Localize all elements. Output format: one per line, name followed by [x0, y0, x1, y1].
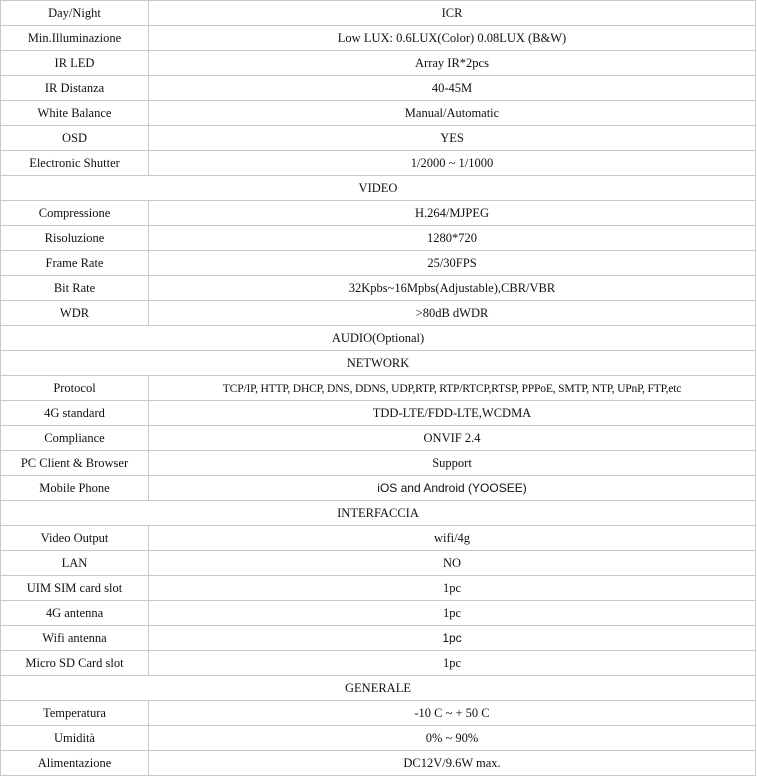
table-row [1, 226, 756, 251]
row-label: Day/Night [1, 1, 149, 26]
section-header-interfaccia: INTERFACCIA [1, 501, 756, 526]
row-value: ICR [149, 1, 756, 26]
row-value: Support [149, 451, 756, 476]
row-value: iOS and Android (YOOSEE) [149, 476, 756, 501]
row-value: H.264/MJPEG [149, 201, 756, 226]
table-row [1, 651, 756, 676]
row-label: Bit Rate [1, 276, 149, 301]
row-value: Array IR*2pcs [149, 51, 756, 76]
row-label: IR LED [1, 51, 149, 76]
row-label: Frame Rate [1, 251, 149, 276]
row-value: Manual/Automatic [149, 101, 756, 126]
table-row [1, 201, 756, 226]
table-row [1, 151, 756, 176]
row-label: WDR [1, 301, 149, 326]
row-value: Low LUX: 0.6LUX(Color) 0.08LUX (B&W) [149, 26, 756, 51]
table-row [1, 726, 756, 751]
row-label: Min.Illuminazione [1, 26, 149, 51]
table-row [1, 476, 756, 501]
section-row [1, 326, 756, 351]
row-value: 40-45M [149, 76, 756, 101]
table-row [1, 51, 756, 76]
table-row [1, 26, 756, 51]
section-row [1, 176, 756, 201]
row-value: 1pc [149, 651, 756, 676]
row-label: White Balance [1, 101, 149, 126]
row-value: 0% ~ 90% [149, 726, 756, 751]
table-row [1, 426, 756, 451]
row-label: Video Output [1, 526, 149, 551]
row-label: Mobile Phone [1, 476, 149, 501]
section-row [1, 351, 756, 376]
row-value: 1pc [149, 576, 756, 601]
row-label: Risoluzione [1, 226, 149, 251]
section-row [1, 501, 756, 526]
table-row [1, 751, 756, 776]
table-row [1, 576, 756, 601]
table-row [1, 701, 756, 726]
row-value: YES [149, 126, 756, 151]
row-label: 4G antenna [1, 601, 149, 626]
row-value: 1pc [149, 626, 756, 651]
table-row [1, 251, 756, 276]
row-value: wifi/4g [149, 526, 756, 551]
row-label: PC Client & Browser [1, 451, 149, 476]
row-label: UIM SIM card slot [1, 576, 149, 601]
row-label: Electronic Shutter [1, 151, 149, 176]
table-row [1, 401, 756, 426]
table-row [1, 301, 756, 326]
row-value: DC12V/9.6W max. [149, 751, 756, 776]
table-row [1, 126, 756, 151]
table-row [1, 1, 756, 26]
table-row [1, 451, 756, 476]
row-value: TDD-LTE/FDD-LTE,WCDMA [149, 401, 756, 426]
row-value: ONVIF 2.4 [149, 426, 756, 451]
table-row [1, 376, 756, 401]
table-row [1, 101, 756, 126]
row-value: NO [149, 551, 756, 576]
row-label: Wifi antenna [1, 626, 149, 651]
row-value: >80dB dWDR [149, 301, 756, 326]
row-value: 1/2000 ~ 1/1000 [149, 151, 756, 176]
table-row [1, 526, 756, 551]
row-value: TCP/IP, HTTP, DHCP, DNS, DDNS, UDP,RTP, RTP/RTCP,RTSP, PPPoE, SMTP, NTP, UPnP, FTP,etc [149, 376, 756, 401]
row-value: 1280*720 [149, 226, 756, 251]
section-header-audio: AUDIO(Optional) [1, 326, 756, 351]
table-row [1, 601, 756, 626]
row-label: 4G standard [1, 401, 149, 426]
section-row [1, 676, 756, 701]
section-header-video: VIDEO [1, 176, 756, 201]
row-value: 32Kpbs~16Mpbs(Adjustable),CBR/VBR [149, 276, 756, 301]
section-header-generale: GENERALE [1, 676, 756, 701]
row-value: 25/30FPS [149, 251, 756, 276]
row-label: Micro SD Card slot [1, 651, 149, 676]
row-label: IR Distanza [1, 76, 149, 101]
row-label: Umidità [1, 726, 149, 751]
row-label: Protocol [1, 376, 149, 401]
row-value: 1pc [149, 601, 756, 626]
row-label: LAN [1, 551, 149, 576]
row-label: Temperatura [1, 701, 149, 726]
row-value: -10 C ~ + 50 C [149, 701, 756, 726]
row-label: Alimentazione [1, 751, 149, 776]
table-row [1, 276, 756, 301]
row-label: OSD [1, 126, 149, 151]
section-header-network: NETWORK [1, 351, 756, 376]
table-row [1, 626, 756, 651]
row-label: Compliance [1, 426, 149, 451]
table-row [1, 551, 756, 576]
row-label: Compressione [1, 201, 149, 226]
table-row [1, 76, 756, 101]
